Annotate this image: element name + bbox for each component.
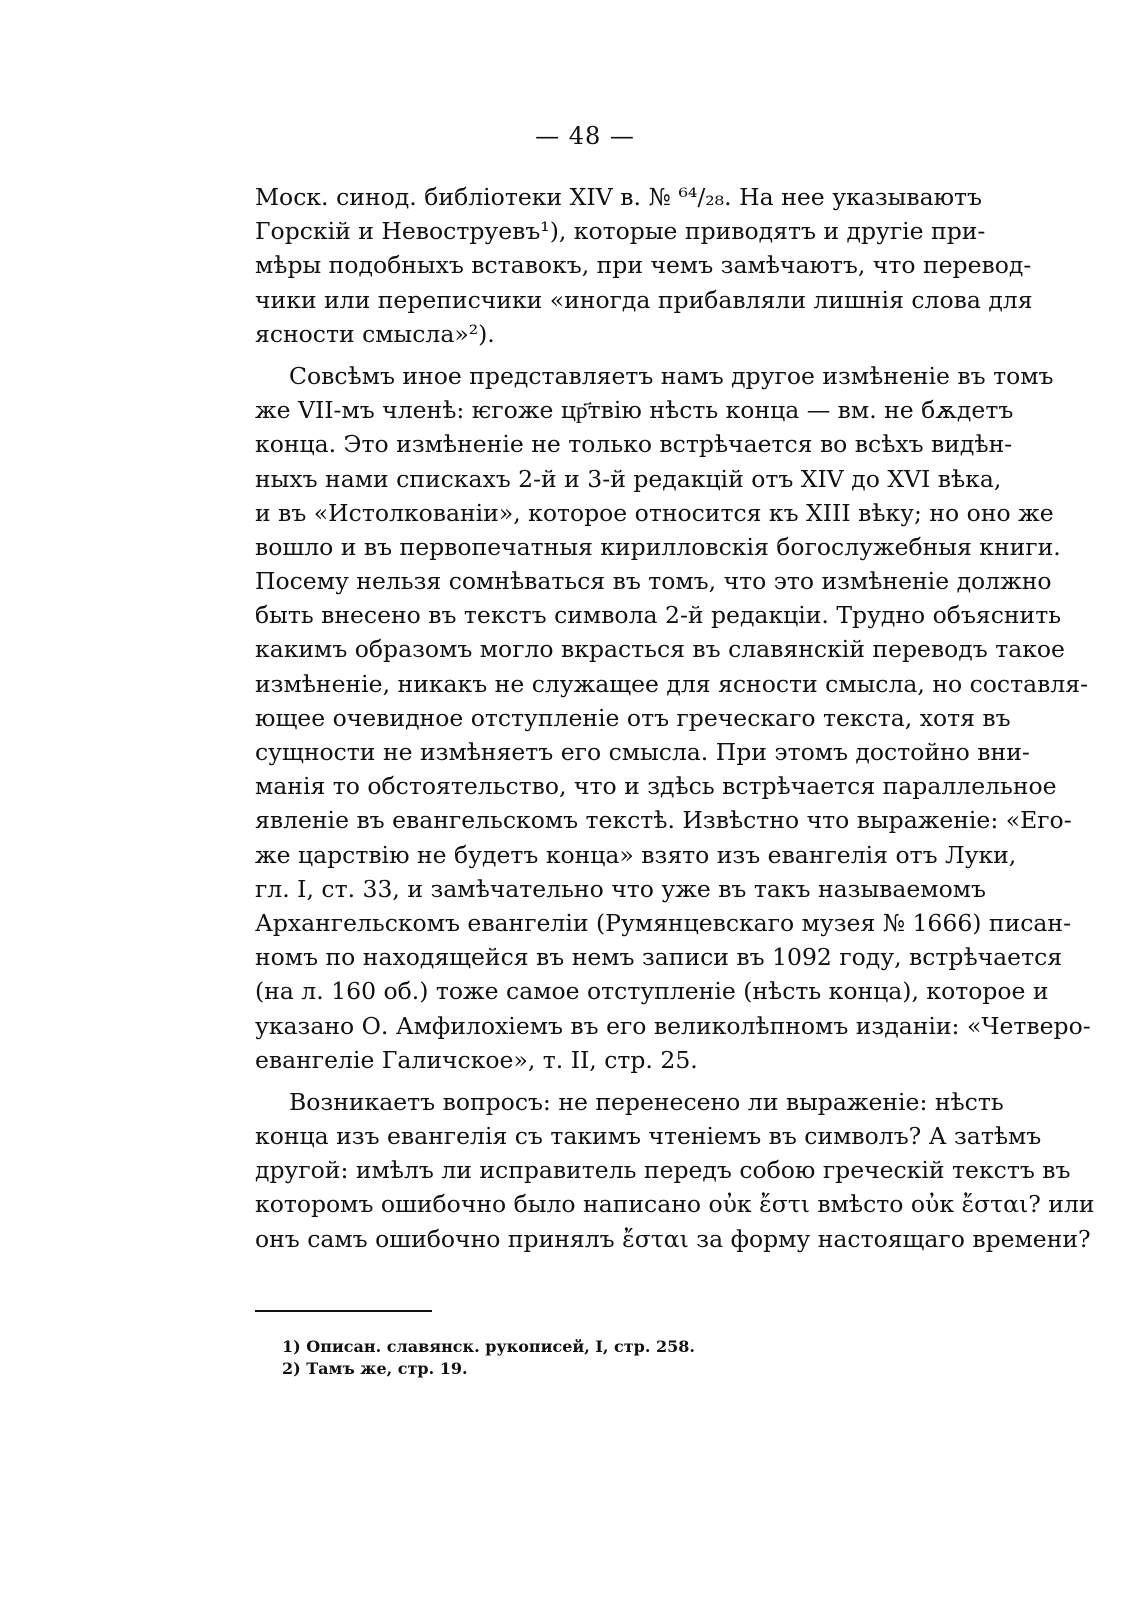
text-line: Моск. синод. библіотеки XIV в. № ⁶⁴/₂₈. На нее указываютъ — [255, 183, 982, 211]
body-text — [255, 180, 1095, 1256]
text-line: Горскій и Невоструевъ¹), которые приводятъ и другіе при- — [255, 217, 986, 246]
text-line: чики или переписчики «иногда прибавляли лишнія слова для — [255, 285, 1033, 314]
footnotes — [282, 1336, 842, 1380]
footnote: 1) Описан. славянск. рукописей, I, стр. 258. — [282, 1337, 695, 1356]
text-line: ясности смысла»²). — [255, 319, 495, 348]
text-line: явленіе въ евангельскомъ текстѣ. Извѣстно что выраженіе: «Его- — [255, 806, 1072, 835]
text-line: конца. Это измѣненіе не только встрѣчается во всѣхъ видѣн- — [255, 430, 1013, 459]
text-line: Архангельскомъ евангеліи (Румянцевскаго музея № 1666) писан- — [255, 908, 1072, 937]
text-line: ныхъ нами спискахъ 2-й и 3-й редакцій отъ XIV до XVI вѣка, — [255, 464, 1002, 493]
text-line: быть внесено въ текстъ символа 2-й редакціи. Трудно объяснить — [255, 601, 1062, 630]
text-line: номъ по находящейся въ немъ записи въ 1092 году, встрѣчается — [255, 943, 1063, 972]
text-line: вошло и въ первопечатныя кирилловскія богослужебныя книги. — [255, 532, 1061, 561]
footnote-divider — [255, 1310, 432, 1312]
text-line: Возникаетъ вопросъ: не перенесено ли выраженіе: нѣсть — [289, 1087, 1004, 1116]
text-line: измѣненіе, никакъ не служащее для ясности смысла, но составля- — [255, 669, 1089, 698]
text-line: указано О. Амфилохіемъ въ его великолѣпномъ изданіи: «Четверо- — [255, 1011, 1091, 1040]
paragraph — [255, 359, 1091, 1077]
text-line: которомъ ошибочно было написано οὐκ ἔστι вмѣсто οὐκ ἔσται? или — [255, 1190, 1095, 1219]
text-line: гл. I, ст. 33, и замѣчательно что уже въ такъ называемомъ — [255, 874, 986, 903]
text-line: какимъ образомъ могло вкрасться въ славянскій переводъ такое — [255, 635, 1065, 664]
page-number: — 48 — — [535, 122, 635, 150]
text-line: другой: имѣлъ ли исправитель передъ собою греческій текстъ въ — [255, 1156, 1071, 1185]
footnote: 2) Тамъ же, стр. 19. — [282, 1359, 468, 1378]
text-line: конца изъ евангелія съ такимъ чтеніемъ въ символъ? А затѣмъ — [255, 1122, 1042, 1151]
text-line: евангеліе Галичское», т. II, стр. 25. — [255, 1045, 698, 1074]
text-line: манія то обстоятельство, что и здѣсь встрѣчается параллельное — [255, 772, 1057, 801]
text-line: ющее очевидное отступленіе отъ греческаго текста, хотя въ — [255, 703, 1011, 732]
text-line: Совсѣмъ иное представляетъ намъ другое измѣненіе въ томъ — [289, 361, 1054, 390]
text-line: же VII-мъ членѣ: ѥгоже цр҃твію нѣсть конца — вм. не бѫдетъ — [255, 396, 1014, 425]
text-line: (на л. 160 об.) тоже самое отступленіе (нѣсть конца), которое и — [255, 977, 1049, 1006]
paragraph — [255, 1085, 1095, 1256]
text-line: и въ «Истолкованіи», которое относится къ XIII вѣку; но оно же — [255, 498, 1054, 527]
text-line: сущности не измѣняетъ его смысла. При этомъ достойно вни- — [255, 738, 1030, 766]
text-line: же царствію не будетъ конца» взято изъ евангелія отъ Луки, — [255, 840, 1017, 869]
text-line: Посему нельзя сомнѣваться въ томъ, что это измѣненіе должно — [255, 567, 1052, 596]
text-line: онъ самъ ошибочно принялъ ἔσται за форму настоящаго времени? — [255, 1224, 1091, 1253]
text-line: мѣры подобныхъ вставокъ, при чемъ замѣчаютъ, что перевод- — [255, 251, 1032, 280]
paragraph — [255, 180, 1033, 351]
